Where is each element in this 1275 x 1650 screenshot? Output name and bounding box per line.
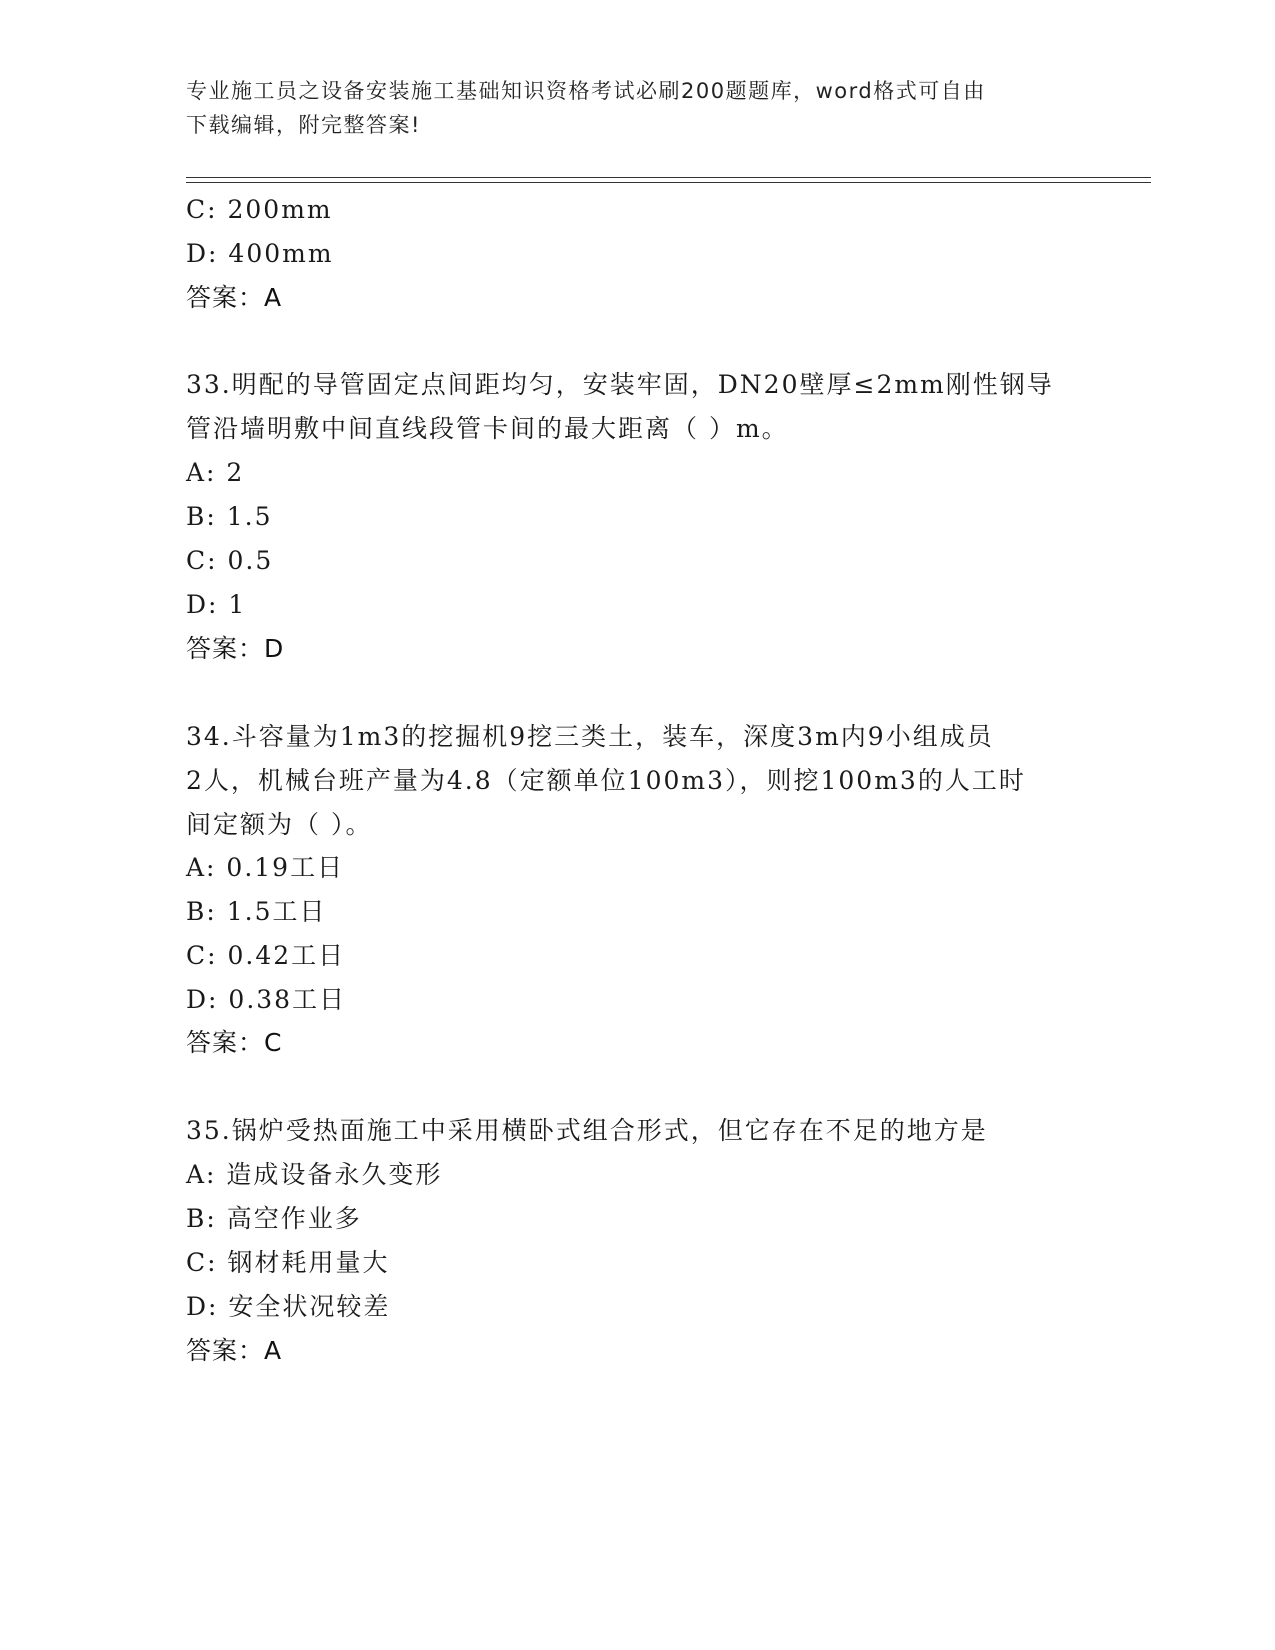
document-header [186, 74, 1086, 142]
q35-option-c: C: 钢材耗用量大 [186, 1248, 390, 1277]
prev-option-d: D: 400mm [186, 239, 334, 268]
q34-option-c: C: 0.42工日 [186, 941, 346, 970]
q33-option-c: C: 0.5 [186, 546, 274, 575]
q33-stem-line-1: 33.明配的导管固定点间距均匀，安装牢固，DN20壁厚≤2mm刚性钢导 [186, 370, 1054, 399]
q35-option-d: D: 安全状况较差 [186, 1292, 391, 1321]
header-line-1: 专业施工员之设备安装施工基础知识资格考试必刷200题题库，word格式可自由 [186, 79, 986, 103]
q34-stem-line-1: 34.斗容量为1m3的挖掘机9挖三类土，装车，深度3m内9小组成员 [186, 722, 994, 751]
q35-answer: 答案：A [186, 1336, 283, 1365]
q33-option-b: B: 1.5 [186, 502, 273, 531]
q34-option-d: D: 0.38工日 [186, 985, 347, 1014]
q33-answer: 答案：D [186, 634, 285, 663]
q33-stem-line-2: 管沿墙明敷中间直线段管卡间的最大距离（ ）m。 [186, 414, 789, 443]
header-divider [186, 177, 1151, 183]
q34-option-a: A: 0.19工日 [186, 853, 345, 882]
q34-answer: 答案：C [186, 1028, 283, 1057]
q34-stem-line-3: 间定额为（ ）。 [186, 810, 373, 839]
q34-option-b: B: 1.5工日 [186, 897, 327, 926]
q35-option-b: B: 高空作业多 [186, 1204, 362, 1233]
q35-stem-line-1: 35.锅炉受热面施工中采用横卧式组合形式，但它存在不足的地方是 [186, 1116, 988, 1145]
q33-option-d: D: 1 [186, 590, 247, 619]
q34-stem-line-2: 2人，机械台班产量为4.8（定额单位100m3），则挖100m3的人工时 [186, 766, 1026, 795]
header-line-2: 下载编辑，附完整答案! [186, 113, 421, 137]
prev-answer: 答案：A [186, 283, 283, 312]
prev-option-c: C: 200mm [186, 195, 333, 224]
q33-option-a: A: 2 [186, 458, 245, 487]
q35-option-a: A: 造成设备永久变形 [186, 1160, 443, 1189]
